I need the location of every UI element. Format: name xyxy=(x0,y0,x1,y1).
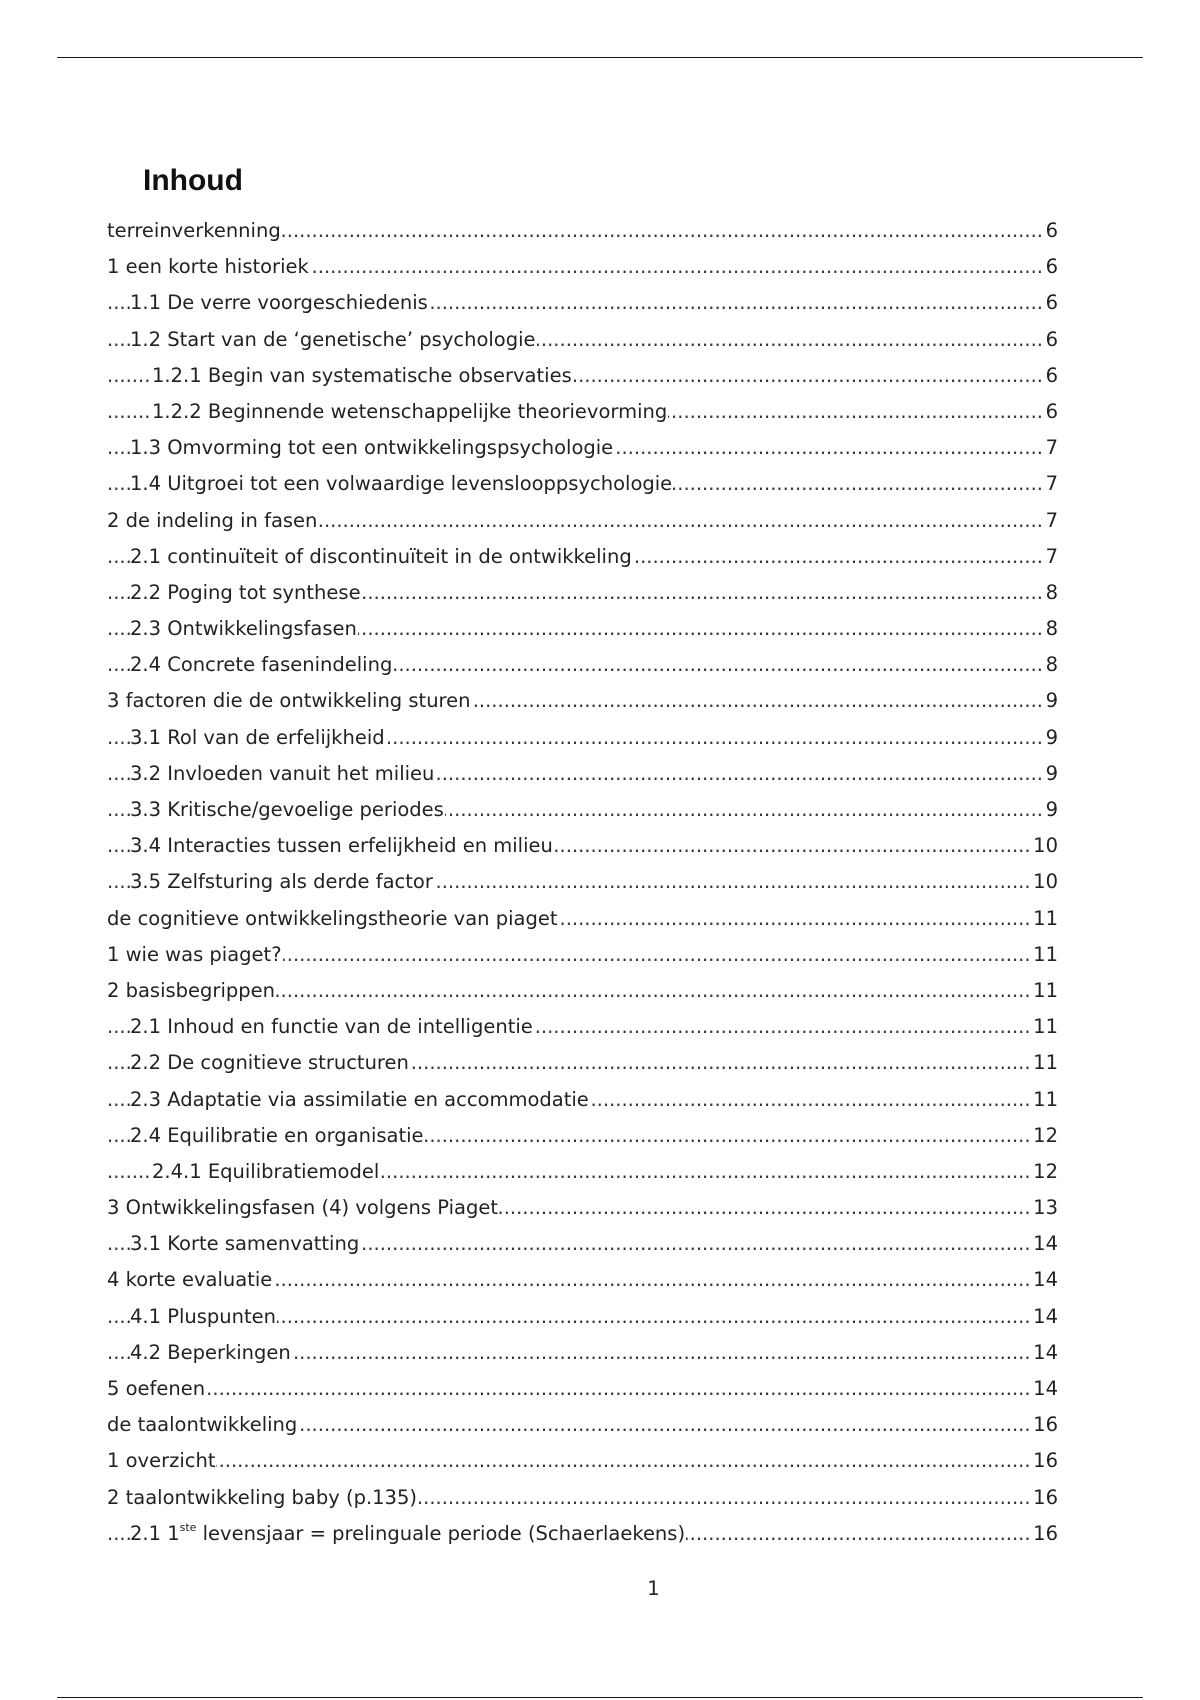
toc-entry-label: 2 basisbegrippen xyxy=(107,978,275,1002)
toc-entry[interactable] xyxy=(107,213,1058,249)
dot-leader xyxy=(107,1371,1058,1407)
toc-entry-label: 3.1 Rol van de erfelijkheid xyxy=(130,725,385,749)
toc-entry-page: 7 xyxy=(1044,466,1058,502)
toc-entry[interactable] xyxy=(107,683,1058,719)
toc-entry[interactable] xyxy=(107,1407,1058,1443)
toc-entry-label: 1.4 Uitgroei tot een volwaardige levenslooppsychologie xyxy=(130,472,673,496)
toc-entry-label: 1 wie was piaget? xyxy=(107,942,282,966)
toc-entry[interactable] xyxy=(107,973,1058,1009)
toc-entry-page: 6 xyxy=(1044,394,1058,430)
toc-entry-page: 11 xyxy=(1031,1009,1058,1045)
toc-entry-label: 2.3 Ontwikkelingsfasen xyxy=(130,617,357,641)
toc-entry-label: terreinverkenning xyxy=(107,219,281,242)
toc-entry-page: 11 xyxy=(1031,1082,1058,1118)
toc-entry-page: 9 xyxy=(1044,683,1058,719)
toc-entry-page: 16 xyxy=(1031,1480,1058,1516)
ordinal-superscript: ste xyxy=(179,1520,197,1534)
toc-entry-page: 14 xyxy=(1031,1371,1058,1407)
toc-entry-page: 6 xyxy=(1044,285,1058,321)
toc-entry[interactable] xyxy=(107,1118,1058,1154)
toc-entry-label: 3.4 Interacties tussen erfelijkheid en milieu xyxy=(130,834,553,858)
toc-entry-label: 2 de indeling in fasen xyxy=(107,508,318,532)
toc-entry-label: 1 overzicht xyxy=(107,1449,216,1473)
toc-entry-page: 12 xyxy=(1031,1154,1058,1190)
toc-entry[interactable] xyxy=(107,1190,1058,1226)
toc-entry[interactable] xyxy=(107,1335,1058,1371)
toc-entry-page: 16 xyxy=(1031,1516,1058,1552)
toc-entry-page: 14 xyxy=(1031,1299,1058,1335)
toc-entry[interactable] xyxy=(107,1371,1058,1407)
toc-entry-page: 6 xyxy=(1044,358,1058,394)
toc-entry-label: de taalontwikkeling xyxy=(107,1413,298,1437)
toc-entry[interactable] xyxy=(107,647,1058,683)
toc-entry-label: 1 een korte historiek xyxy=(107,255,309,279)
toc-entry-label: 1.1 De verre voorgeschiedenis xyxy=(130,291,428,315)
toc-entry[interactable] xyxy=(107,1443,1058,1479)
toc-entry-page: 8 xyxy=(1044,611,1058,647)
toc-entry[interactable] xyxy=(107,720,1058,756)
toc-entry[interactable] xyxy=(107,611,1058,647)
toc-entry-label: de cognitieve ontwikkelingstheorie van piaget xyxy=(107,906,558,930)
dot-leader xyxy=(107,1443,1058,1479)
toc-entry[interactable] xyxy=(107,1262,1058,1298)
toc-entry[interactable] xyxy=(107,1045,1058,1081)
toc-entry-page: 9 xyxy=(1044,756,1058,792)
toc-entry-label: 1.3 Omvorming tot een ontwikkelingspsychologie xyxy=(130,436,614,460)
page-number: 1 xyxy=(647,1577,660,1600)
toc-entry-page: 6 xyxy=(1044,322,1058,358)
toc-entry-label: 2.4 Concrete fasenindeling xyxy=(130,653,393,677)
toc-entry[interactable] xyxy=(107,466,1058,502)
toc-entry-label: 3.1 Korte samenvatting xyxy=(130,1232,360,1256)
toc-entry[interactable] xyxy=(107,1082,1058,1118)
toc-entry[interactable] xyxy=(107,394,1058,430)
toc-entry-label: 2.2 De cognitieve structuren xyxy=(130,1051,409,1075)
toc-entry-label: 1.2.2 Beginnende wetenschappelijke theorievorming xyxy=(152,399,668,423)
toc-entry-label-end: levensjaar = prelinguale periode (Schaerlaekens) xyxy=(196,1521,686,1545)
toc-entry[interactable] xyxy=(107,756,1058,792)
toc-entry-label: 3.3 Kritische/gevoelige periodes xyxy=(130,798,444,821)
toc-entry-label: 4.2 Beperkingen xyxy=(130,1340,291,1364)
toc-entry[interactable] xyxy=(107,503,1058,539)
toc-entry-page: 6 xyxy=(1044,249,1058,285)
toc-entry[interactable] xyxy=(107,539,1058,575)
footer-rule xyxy=(57,1697,1143,1698)
toc-entry-page: 11 xyxy=(1031,937,1058,973)
table-of-contents xyxy=(107,213,1058,1552)
toc-entry[interactable] xyxy=(107,864,1058,900)
toc-entry-label: 3 factoren die de ontwikkeling sturen xyxy=(107,689,471,713)
toc-entry-page: 9 xyxy=(1044,720,1058,756)
toc-entry-label: 1.2 Start van de ‘genetische’ psychologie xyxy=(130,327,536,351)
toc-entry[interactable] xyxy=(107,430,1058,466)
toc-entry-label: 3.2 Invloeden vanuit het milieu xyxy=(130,761,435,785)
toc-entry-label: 2.4.1 Equilibratiemodel xyxy=(152,1159,380,1183)
toc-entry-page: 7 xyxy=(1044,539,1058,575)
toc-entry-page: 12 xyxy=(1031,1118,1058,1154)
toc-entry[interactable] xyxy=(107,285,1058,321)
toc-entry-page: 11 xyxy=(1031,973,1058,1009)
toc-entry[interactable] xyxy=(107,1226,1058,1262)
toc-entry[interactable] xyxy=(107,322,1058,358)
toc-entry-label: 4.1 Pluspunten xyxy=(130,1304,277,1328)
toc-entry-label: 2.2 Poging tot synthese xyxy=(130,580,361,604)
toc-entry[interactable] xyxy=(107,828,1058,864)
toc-entry[interactable] xyxy=(107,1516,1058,1552)
toc-entry[interactable] xyxy=(107,901,1058,937)
toc-entry-label-start: 2.1 1 xyxy=(130,1521,180,1545)
toc-entry-page: 13 xyxy=(1031,1190,1058,1226)
toc-entry-label: 1.2.1 Begin van systematische observaties xyxy=(152,363,572,387)
toc-entry-page: 14 xyxy=(1031,1335,1058,1371)
toc-entry-page: 7 xyxy=(1044,503,1058,539)
toc-entry[interactable] xyxy=(107,1154,1058,1190)
toc-entry-page: 16 xyxy=(1031,1407,1058,1443)
toc-entry-label: 3.5 Zelfsturing als derde factor xyxy=(130,870,433,894)
toc-entry-label: 2.1 continuïteit of discontinuïteit in de ontwikkeling xyxy=(130,544,632,568)
toc-entry[interactable] xyxy=(107,937,1058,973)
toc-entry-page: 11 xyxy=(1031,901,1058,937)
toc-entry-label: 5 oefenen xyxy=(107,1377,206,1400)
toc-entry[interactable] xyxy=(107,249,1058,285)
toc-title: Inhoud xyxy=(143,164,243,197)
toc-entry-label: 2.3 Adaptatie via assimilatie en accommodatie xyxy=(130,1087,589,1111)
toc-entry-page: 14 xyxy=(1031,1226,1058,1262)
toc-entry-label xyxy=(130,1522,686,1545)
toc-entry[interactable] xyxy=(107,1480,1058,1516)
toc-entry-page: 8 xyxy=(1044,647,1058,683)
toc-entry-page: 6 xyxy=(1044,213,1058,249)
toc-entry-page: 7 xyxy=(1044,430,1058,466)
toc-entry-label: 4 korte evaluatie xyxy=(107,1268,273,1292)
toc-entry-page: 11 xyxy=(1031,1045,1058,1081)
toc-entry[interactable] xyxy=(107,575,1058,611)
toc-entry-page: 14 xyxy=(1031,1262,1058,1298)
toc-entry[interactable] xyxy=(107,792,1058,828)
toc-entry[interactable] xyxy=(107,1009,1058,1045)
toc-entry-label: 2.4 Equilibratie en organisatie xyxy=(130,1123,424,1147)
toc-entry-label: 2 taalontwikkeling baby (p.135) xyxy=(107,1485,417,1509)
toc-entry-page: 10 xyxy=(1031,828,1058,864)
toc-entry-label: 2.1 Inhoud en functie van de intelligentie xyxy=(130,1015,533,1039)
toc-entry[interactable] xyxy=(107,1299,1058,1335)
header-rule xyxy=(57,57,1143,58)
toc-entry-page: 8 xyxy=(1044,575,1058,611)
toc-entry[interactable] xyxy=(107,358,1058,394)
toc-entry-page: 9 xyxy=(1044,792,1058,828)
toc-entry-label: 3 Ontwikkelingsfasen (4) volgens Piaget xyxy=(107,1196,498,1220)
toc-entry-page: 10 xyxy=(1031,864,1058,900)
toc-entry-page: 16 xyxy=(1031,1443,1058,1479)
